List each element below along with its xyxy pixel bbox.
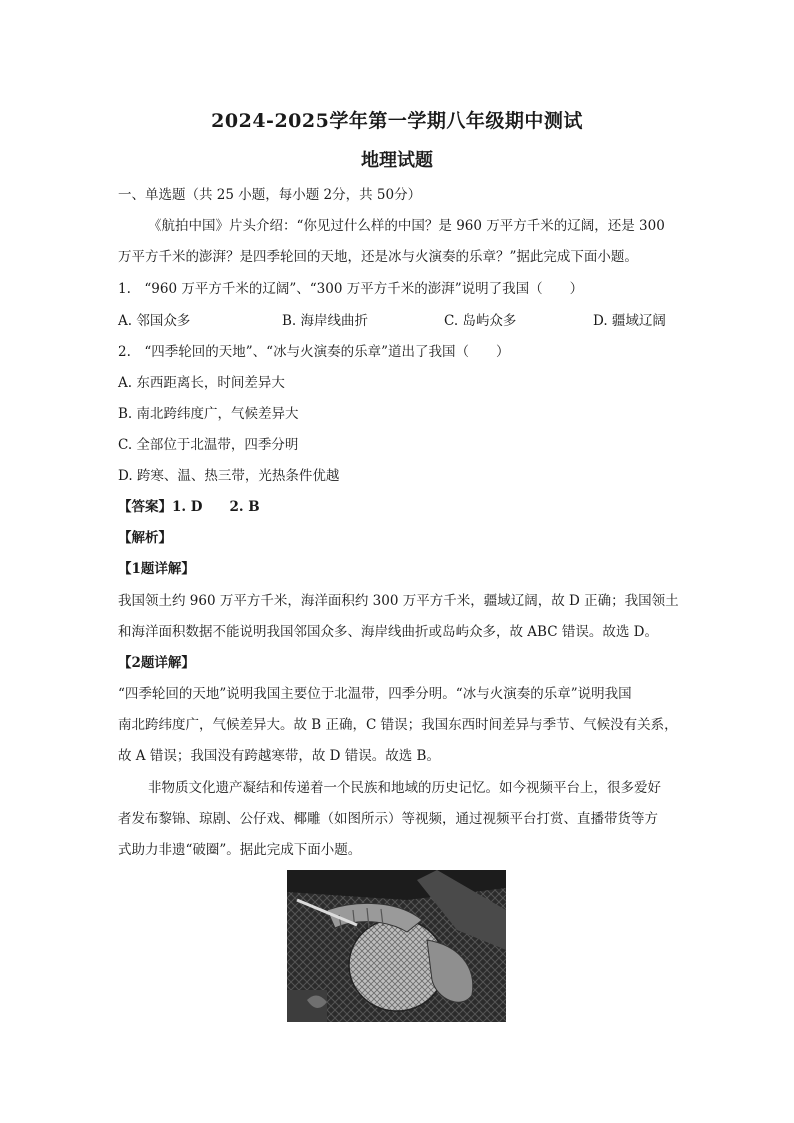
question-2-option-c: C. 全部位于北温带，四季分明 (118, 437, 299, 453)
passage2-line2: 者发布黎锦、琼剧、公仔戏、椰雕（如图所示）等视频，通过视频平台打赏、直播带货等方 (118, 811, 658, 827)
question-2-option-a: A. 东西距离长，时间差异大 (118, 375, 285, 391)
question-1-option-c: C. 岛屿众多 (444, 313, 517, 329)
question-2-option-b: B. 南北跨纬度广，气候差异大 (118, 406, 299, 422)
question-2-stem: 2. “四季轮回的天地”、“冰与火演奏的乐章”道出了我国（ ） (118, 344, 510, 360)
answer-line: 【答案】1. D 2. B (118, 499, 260, 515)
passage1-line2: 万平方千米的澎湃？是四季轮回的天地，还是冰与火演奏的乐章？”据此完成下面小题。 (118, 249, 638, 265)
q2-detail-line2: 南北跨纬度广，气候差异大。故 B 正确，C 错误；我国东西时间差异与季节、气候没有关系， (118, 717, 678, 733)
analysis-heading: 【解析】 (118, 530, 172, 546)
coconut-carving-icon (287, 870, 506, 1022)
question-1-stem: 1. “960 万平方千米的辽阔”、“300 万平方千米的澎湃”说明了我国（ ） (118, 281, 584, 297)
page-subtitle: 地理试题 (361, 150, 433, 171)
section-heading: 一、单选题（共 25 小题，每小题 2分，共 50分） (118, 187, 422, 203)
question-1-option-b: B. 海岸线曲折 (282, 313, 369, 329)
passage2-line3: 式助力非遗“破圈”。据此完成下面小题。 (118, 842, 362, 858)
page-title: 2024-2025学年第一学期八年级期中测试 (211, 110, 583, 132)
q2-detail-heading: 【2题详解】 (118, 655, 195, 671)
q1-detail-heading: 【1题详解】 (118, 561, 195, 577)
question-2-option-d: D. 跨寒、温、热三带，光热条件优越 (118, 468, 340, 484)
question-1-option-d: D. 疆域辽阔 (593, 313, 666, 329)
q1-detail-line2: 和海洋面积数据不能说明我国邻国众多、海岸线曲折或岛屿众多，故 ABC 错误。故选 D。 (118, 624, 658, 640)
q2-detail-line1: “四季轮回的天地”说明我国主要位于北温带，四季分明。“冰与火演奏的乐章”说明我国 (118, 686, 632, 702)
passage1-line1: 《航拍中国》片头介绍：“你见过什么样的中国？是 960 万平方千米的辽阔，还是 300 (148, 218, 665, 234)
q2-detail-line3: 故 A 错误；我国没有跨越寒带，故 D 错误。故选 B。 (118, 748, 440, 764)
q1-detail-line1: 我国领土约 960 万平方千米，海洋面积约 300 万平方千米，疆域辽阔，故 D 正确；我国领土 (118, 593, 679, 609)
coconut-carving-photo (287, 870, 506, 1022)
passage2-line1: 非物质文化遗产凝结和传递着一个民族和地域的历史记忆。如今视频平台上，很多爱好 (148, 780, 661, 796)
question-1-option-a: A. 邻国众多 (118, 313, 191, 329)
